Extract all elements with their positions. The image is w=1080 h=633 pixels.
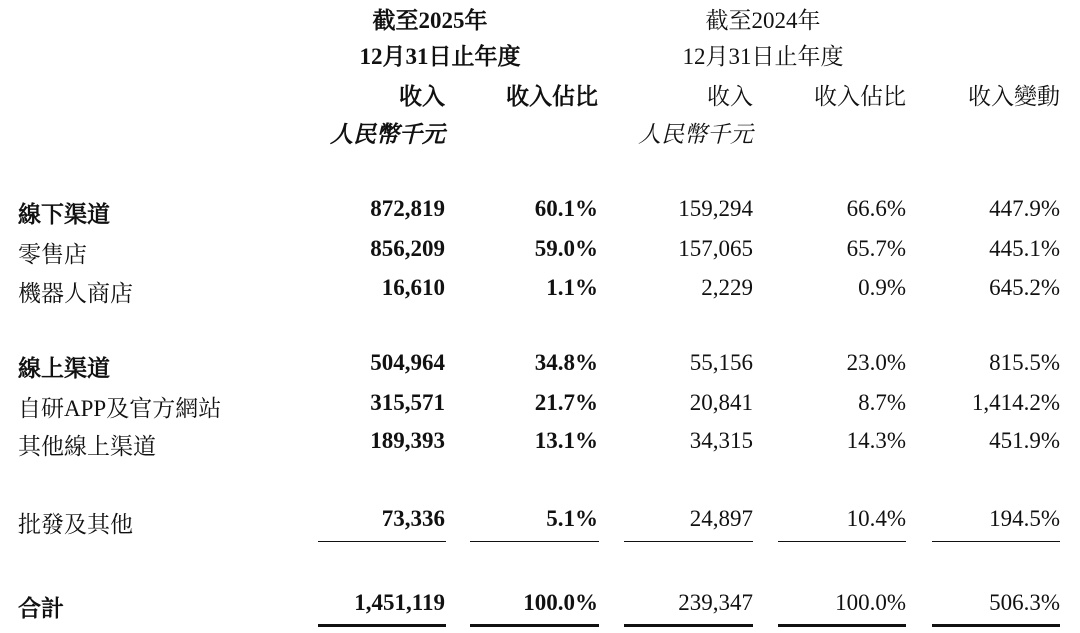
- cell-rev-2024: 239,347: [678, 590, 753, 615]
- period-2025-line2: 12月31日止年度: [359, 44, 521, 69]
- cell-change: 194.5%: [989, 506, 1060, 531]
- cell-rev-2024: 55,156: [689, 350, 753, 375]
- cell-rev-2024: 24,897: [689, 506, 753, 531]
- row-label: 批發及其他: [18, 512, 133, 537]
- cell-share-2025: 59.0%: [534, 236, 598, 261]
- col-change: 收入變動: [968, 84, 1060, 109]
- separator-line: [470, 541, 599, 542]
- col-revenue-2025: 收入: [399, 84, 445, 109]
- cell-share-2025: 13.1%: [534, 428, 598, 453]
- cell-share-2024: 23.0%: [846, 350, 906, 375]
- cell-share-2024: 10.4%: [846, 506, 906, 531]
- cell-rev-2024: 20,841: [689, 390, 753, 415]
- row-label: 零售店: [18, 242, 87, 267]
- row-label: 其他線上渠道: [18, 434, 156, 459]
- total-underline: [624, 624, 753, 627]
- separator-line: [778, 541, 906, 542]
- row-label: 線下渠道: [18, 202, 110, 227]
- total-underline: [470, 624, 599, 627]
- cell-share-2025: 34.8%: [534, 350, 598, 375]
- row-label: 自研APP及官方網站: [18, 396, 222, 421]
- cell-share-2025: 100.0%: [523, 590, 598, 615]
- cell-rev-2024: 2,229: [701, 275, 753, 300]
- period-2024-line2: 12月31日止年度: [682, 44, 844, 69]
- cell-share-2024: 0.9%: [858, 275, 906, 300]
- cell-rev-2025: 1,451,119: [354, 590, 445, 615]
- cell-share-2024: 65.7%: [846, 236, 906, 261]
- cell-rev-2025: 856,209: [370, 236, 445, 261]
- row-label: 合計: [18, 596, 64, 621]
- cell-change: 1,414.2%: [971, 390, 1060, 415]
- cell-rev-2025: 315,571: [370, 390, 445, 415]
- cell-rev-2025: 872,819: [370, 196, 445, 221]
- cell-rev-2024: 157,065: [678, 236, 753, 261]
- total-underline: [932, 624, 1060, 627]
- separator-line: [932, 541, 1060, 542]
- col-share-2025: 收入佔比: [506, 84, 598, 109]
- row-label: 機器人商店: [18, 281, 133, 306]
- total-underline: [778, 624, 906, 627]
- total-underline: [318, 624, 446, 627]
- unit-2024: 人民幣千元: [638, 122, 753, 147]
- row-label: 線上渠道: [18, 356, 110, 381]
- cell-change: 445.1%: [989, 236, 1060, 261]
- col-revenue-2024: 收入: [707, 84, 753, 109]
- cell-change: 451.9%: [989, 428, 1060, 453]
- period-2025-line1: 截至2025年: [372, 8, 488, 33]
- cell-change: 645.2%: [989, 275, 1060, 300]
- cell-share-2024: 14.3%: [846, 428, 906, 453]
- cell-share-2024: 100.0%: [835, 590, 906, 615]
- separator-line: [624, 541, 753, 542]
- cell-rev-2025: 16,610: [381, 275, 445, 300]
- cell-share-2025: 60.1%: [534, 196, 598, 221]
- cell-rev-2025: 73,336: [381, 506, 445, 531]
- cell-rev-2024: 34,315: [689, 428, 753, 453]
- cell-share-2025: 5.1%: [546, 506, 598, 531]
- cell-share-2024: 8.7%: [858, 390, 906, 415]
- cell-rev-2024: 159,294: [678, 196, 753, 221]
- cell-share-2024: 66.6%: [846, 196, 906, 221]
- cell-change: 447.9%: [989, 196, 1060, 221]
- cell-share-2025: 1.1%: [546, 275, 598, 300]
- cell-rev-2025: 504,964: [370, 350, 445, 375]
- cell-change: 506.3%: [989, 590, 1060, 615]
- period-2024-line1: 截至2024年: [705, 8, 821, 33]
- cell-rev-2025: 189,393: [370, 428, 445, 453]
- separator-line: [318, 541, 446, 542]
- cell-share-2025: 21.7%: [534, 390, 598, 415]
- unit-2025: 人民幣千元: [330, 122, 445, 147]
- col-share-2024: 收入佔比: [814, 84, 906, 109]
- cell-change: 815.5%: [989, 350, 1060, 375]
